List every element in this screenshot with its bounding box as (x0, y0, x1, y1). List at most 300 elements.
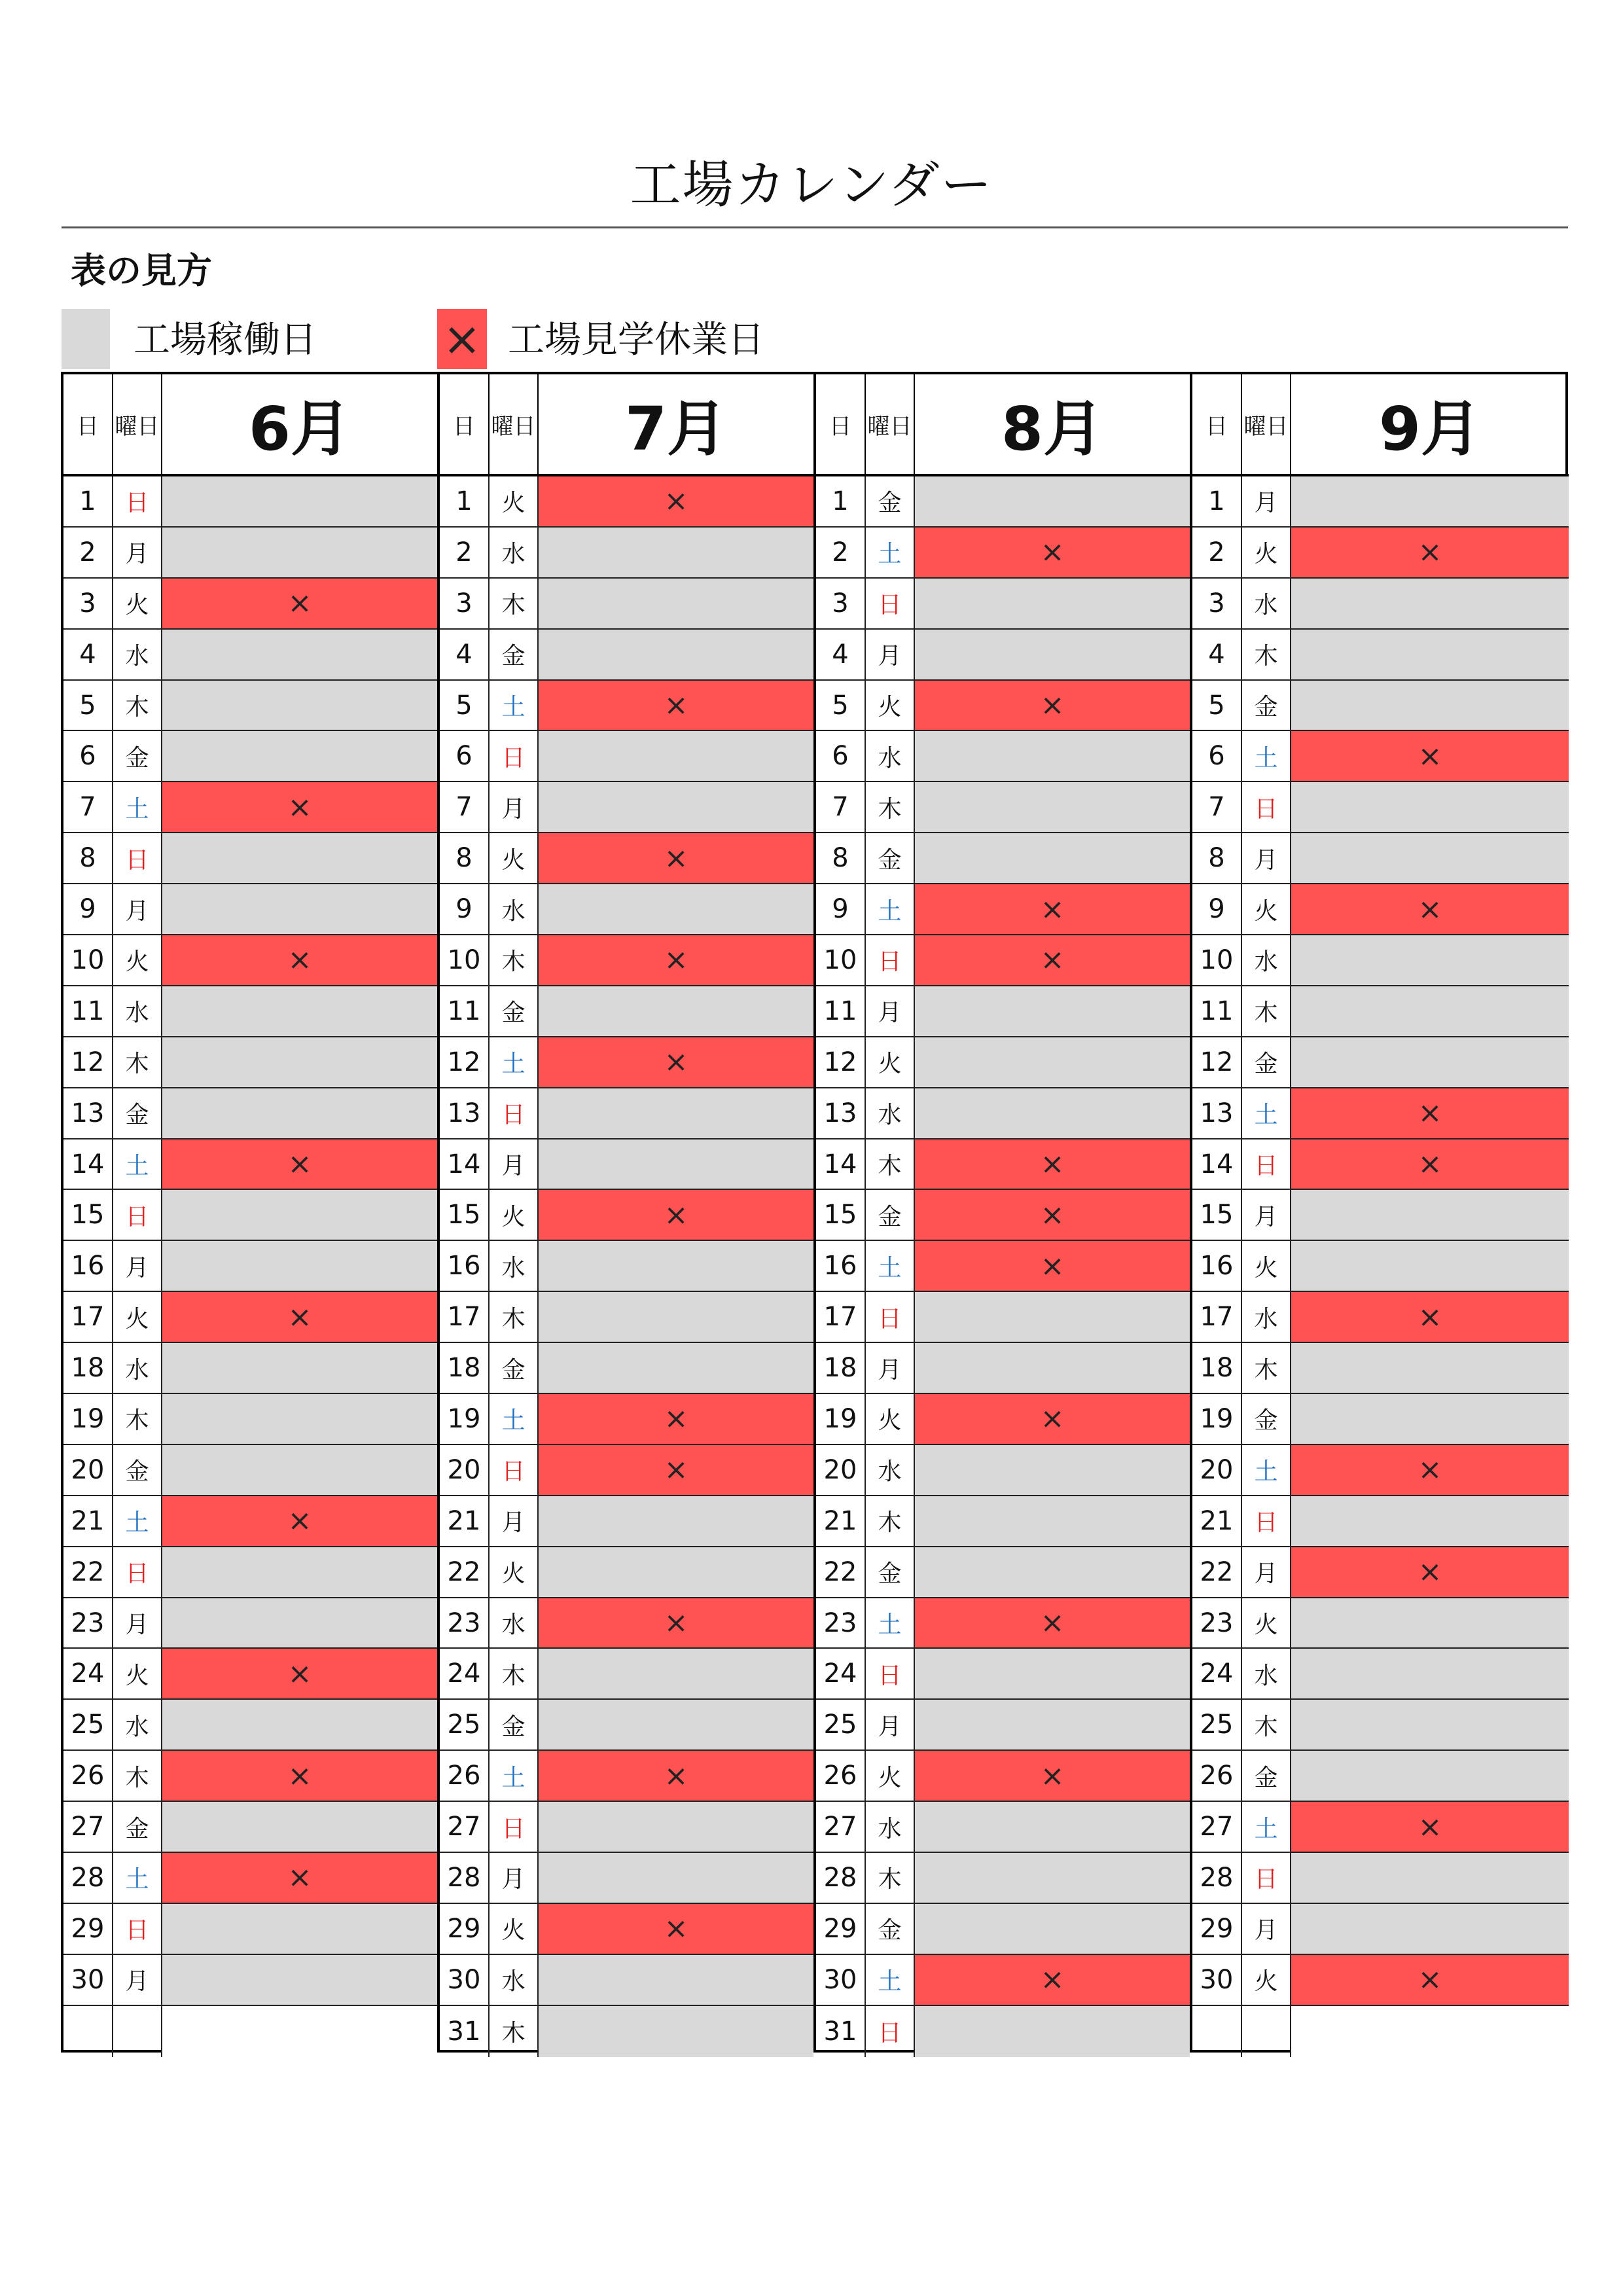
day-row (63, 630, 437, 681)
day-number: 30 (440, 1955, 490, 2005)
day-row (440, 1802, 813, 1853)
weekday: 月 (490, 1139, 539, 1189)
day-row (63, 1751, 437, 1802)
day-row (440, 1904, 813, 1955)
weekday: 日 (1242, 1853, 1291, 1903)
day-number: 20 (440, 1445, 490, 1495)
day-number: 27 (816, 1802, 866, 1852)
day-row (1192, 1241, 1569, 1292)
day-row (63, 782, 437, 833)
day-status-cell (162, 1445, 437, 1495)
day-status-cell: × (539, 1904, 813, 1954)
day-status-cell (915, 1445, 1190, 1495)
day-status-cell (539, 1700, 813, 1749)
weekday: 水 (490, 1598, 539, 1648)
weekday: 月 (113, 884, 162, 934)
title-divider (62, 226, 1568, 228)
day-number: 28 (816, 1853, 866, 1903)
day-row (63, 1037, 437, 1088)
weekday: 月 (113, 1598, 162, 1648)
day-number: 11 (1192, 986, 1242, 1036)
day-number: 17 (1192, 1292, 1242, 1342)
day-number: 20 (1192, 1445, 1242, 1495)
weekday: 火 (1242, 1241, 1291, 1291)
weekday: 木 (1242, 630, 1291, 679)
day-row (816, 476, 1190, 528)
day-status-cell (915, 1343, 1190, 1393)
day-row (440, 986, 813, 1037)
weekday (1242, 2006, 1291, 2057)
day-status-cell (539, 1343, 813, 1393)
weekday: 水 (490, 528, 539, 577)
day-row (440, 1955, 813, 2006)
day-number: 12 (816, 1037, 866, 1087)
day-number: 22 (816, 1547, 866, 1597)
day-row (816, 1853, 1190, 1904)
day-number: 15 (1192, 1190, 1242, 1240)
weekday: 月 (1242, 1190, 1291, 1240)
day-number: 21 (816, 1496, 866, 1546)
day-number: 16 (440, 1241, 490, 1291)
day-status-cell: × (915, 935, 1190, 985)
weekday: 水 (113, 986, 162, 1036)
day-number: 20 (63, 1445, 113, 1495)
weekday: 月 (1242, 476, 1291, 526)
day-row (440, 1445, 813, 1496)
day-number: 9 (440, 884, 490, 934)
month-column (63, 374, 440, 2050)
day-row (816, 935, 1190, 986)
day-status-cell: × (915, 1394, 1190, 1444)
month-column (816, 374, 1192, 2050)
day-status-cell (1291, 1700, 1569, 1749)
day-status-cell (915, 1547, 1190, 1597)
day-number: 8 (816, 833, 866, 883)
day-status-cell: × (539, 1598, 813, 1648)
day-row (1192, 935, 1569, 986)
day-number: 9 (63, 884, 113, 934)
day-row (440, 476, 813, 528)
day-row (1192, 1496, 1569, 1547)
day-status-cell: × (915, 1598, 1190, 1648)
day-status-cell: × (539, 1037, 813, 1087)
weekday: 水 (113, 1343, 162, 1393)
day-row (816, 1700, 1190, 1751)
weekday: 火 (490, 833, 539, 883)
day-number: 3 (440, 579, 490, 628)
weekday: 水 (490, 1955, 539, 2005)
weekday: 土 (866, 1955, 915, 2005)
day-status-cell (539, 1955, 813, 2005)
day-number: 21 (63, 1496, 113, 1546)
day-row (816, 1139, 1190, 1191)
day-status-cell: × (1291, 1955, 1569, 2005)
day-row (440, 681, 813, 732)
day-row (1192, 986, 1569, 1037)
day-row (440, 579, 813, 630)
day-number: 30 (1192, 1955, 1242, 2005)
weekday: 火 (490, 1547, 539, 1597)
day-status-cell (1291, 1649, 1569, 1698)
day-status-cell (1291, 986, 1569, 1036)
day-row (440, 1394, 813, 1445)
day-status-cell (539, 1292, 813, 1342)
day-number: 9 (816, 884, 866, 934)
day-status-cell (162, 1190, 437, 1240)
weekday: 日 (113, 1904, 162, 1954)
day-row (816, 731, 1190, 782)
day-status-cell (1291, 1190, 1569, 1240)
day-row (440, 1598, 813, 1649)
day-row (816, 2006, 1190, 2057)
day-row (63, 1394, 437, 1445)
day-status-cell: × (162, 1853, 437, 1903)
day-status-cell (1291, 1598, 1569, 1648)
day-number: 4 (440, 630, 490, 679)
day-row (1192, 579, 1569, 630)
day-row (440, 1649, 813, 1700)
weekday: 火 (866, 1394, 915, 1444)
weekday: 金 (1242, 1037, 1291, 1087)
day-number: 14 (1192, 1139, 1242, 1189)
day-status-cell (539, 731, 813, 781)
page-title: 工場カレンダー (630, 156, 993, 215)
weekday: 月 (490, 782, 539, 832)
day-number: 11 (816, 986, 866, 1036)
weekday: 日 (113, 1190, 162, 1240)
day-number: 25 (440, 1700, 490, 1749)
day-number: 31 (440, 2006, 490, 2057)
weekday: 金 (866, 476, 915, 526)
weekday: 月 (1242, 1904, 1291, 1954)
weekday-column-header: 曜日 (866, 374, 915, 474)
day-row (816, 1241, 1190, 1292)
weekday: 火 (1242, 884, 1291, 934)
day-status-cell (162, 476, 437, 526)
day-status-cell (915, 1292, 1190, 1342)
weekday: 土 (1242, 1088, 1291, 1138)
day-status-cell (162, 1802, 437, 1852)
day-status-cell: × (539, 476, 813, 526)
day-row (1192, 681, 1569, 732)
day-row (816, 782, 1190, 833)
day-status-cell (915, 986, 1190, 1036)
day-number: 14 (816, 1139, 866, 1189)
day-number: 26 (440, 1751, 490, 1801)
day-status-cell (539, 1241, 813, 1291)
day-status-cell: × (539, 1394, 813, 1444)
day-row (63, 833, 437, 884)
weekday: 火 (113, 1292, 162, 1342)
day-row (63, 1496, 437, 1547)
day-status-cell: × (539, 681, 813, 730)
day-row (440, 731, 813, 782)
day-row (63, 1955, 437, 2006)
day-number: 26 (1192, 1751, 1242, 1801)
day-row (1192, 1139, 1569, 1191)
day-row (1192, 833, 1569, 884)
day-number: 2 (63, 528, 113, 577)
day-number: 29 (816, 1904, 866, 1954)
day-number: 19 (1192, 1394, 1242, 1444)
day-status-cell: × (915, 884, 1190, 934)
day-row (63, 1547, 437, 1598)
day-row (1192, 782, 1569, 833)
day-number: 30 (816, 1955, 866, 2005)
day-number: 20 (816, 1445, 866, 1495)
day-status-cell (1291, 833, 1569, 883)
factory-calendar-table (61, 372, 1568, 2053)
day-number: 30 (63, 1955, 113, 2005)
weekday: 火 (113, 935, 162, 985)
day-row (63, 528, 437, 579)
month-title: 6月 (248, 394, 351, 464)
day-status-cell: × (915, 1241, 1190, 1291)
day-number: 12 (440, 1037, 490, 1087)
month-title: 7月 (624, 394, 727, 464)
day-row (1192, 2006, 1569, 2057)
weekday: 金 (113, 1802, 162, 1852)
weekday: 月 (113, 1241, 162, 1291)
day-row (816, 681, 1190, 732)
month-rows (1192, 476, 1569, 2057)
day-status-cell (1291, 1037, 1569, 1087)
day-row (440, 935, 813, 986)
day-status-cell: × (915, 1751, 1190, 1801)
weekday: 月 (866, 1700, 915, 1749)
day-row (63, 681, 437, 732)
day-status-cell (1291, 2006, 1569, 2057)
day-number: 27 (440, 1802, 490, 1852)
day-row (63, 1802, 437, 1853)
weekday: 木 (866, 1139, 915, 1189)
weekday: 水 (866, 1802, 915, 1852)
weekday: 木 (866, 782, 915, 832)
day-row (1192, 528, 1569, 579)
day-status-cell (162, 1904, 437, 1954)
weekday: 土 (1242, 1802, 1291, 1852)
legend-closed-label: 工場見学休業日 (508, 319, 764, 361)
day-row (816, 1394, 1190, 1445)
day-number: 4 (816, 630, 866, 679)
day-row (816, 1802, 1190, 1853)
day-number: 15 (440, 1190, 490, 1240)
weekday: 土 (490, 1394, 539, 1444)
day-column-header: 日 (440, 374, 490, 474)
day-number: 1 (816, 476, 866, 526)
day-status-cell (1291, 630, 1569, 679)
day-number: 11 (63, 986, 113, 1036)
day-row (440, 630, 813, 681)
day-row (816, 1649, 1190, 1700)
day-row (63, 731, 437, 782)
day-row (63, 1445, 437, 1496)
day-row (440, 1547, 813, 1598)
day-row (1192, 1598, 1569, 1649)
weekday: 金 (1242, 1751, 1291, 1801)
weekday: 月 (866, 986, 915, 1036)
day-row (816, 1292, 1190, 1343)
day-status-cell: × (915, 1190, 1190, 1240)
day-status-cell (539, 630, 813, 679)
day-status-cell (162, 1700, 437, 1749)
day-number: 26 (63, 1751, 113, 1801)
day-number: 19 (440, 1394, 490, 1444)
day-row (63, 1700, 437, 1751)
day-number: 14 (63, 1139, 113, 1189)
day-status-cell (1291, 1853, 1569, 1903)
day-status-cell (162, 1343, 437, 1393)
month-header (440, 374, 813, 476)
day-status-cell (915, 1037, 1190, 1087)
day-number: 7 (440, 782, 490, 832)
day-row (440, 1853, 813, 1904)
day-row (1192, 1649, 1569, 1700)
day-row (1192, 1853, 1569, 1904)
day-row (440, 782, 813, 833)
day-number: 8 (1192, 833, 1242, 883)
weekday: 月 (490, 1853, 539, 1903)
weekday: 日 (866, 1649, 915, 1698)
day-status-cell: × (162, 1496, 437, 1546)
day-status-cell (539, 782, 813, 832)
day-status-cell (1291, 681, 1569, 730)
day-number: 25 (1192, 1700, 1242, 1749)
day-number: 29 (1192, 1904, 1242, 1954)
day-status-cell (162, 1955, 437, 2005)
legend-working-swatch (62, 309, 110, 369)
weekday: 月 (1242, 1547, 1291, 1597)
day-row (440, 884, 813, 935)
day-row (1192, 1394, 1569, 1445)
weekday: 水 (1242, 579, 1291, 628)
day-row (63, 1853, 437, 1904)
day-row (816, 986, 1190, 1037)
weekday: 火 (1242, 1598, 1291, 1648)
weekday: 日 (866, 579, 915, 628)
day-status-cell (162, 681, 437, 730)
weekday: 金 (866, 1547, 915, 1597)
day-row (1192, 884, 1569, 935)
weekday: 木 (866, 1853, 915, 1903)
day-status-cell (162, 1241, 437, 1291)
weekday: 月 (490, 1496, 539, 1546)
day-number: 1 (63, 476, 113, 526)
day-number: 17 (63, 1292, 113, 1342)
day-number: 23 (440, 1598, 490, 1648)
day-row (816, 1496, 1190, 1547)
weekday: 土 (866, 884, 915, 934)
day-status-cell (915, 731, 1190, 781)
day-number: 16 (1192, 1241, 1242, 1291)
day-row (63, 884, 437, 935)
day-row (816, 1904, 1190, 1955)
weekday: 金 (113, 1088, 162, 1138)
day-status-cell (1291, 579, 1569, 628)
month-rows (440, 476, 813, 2057)
day-row (63, 1649, 437, 1700)
weekday: 木 (490, 2006, 539, 2057)
day-number: 15 (816, 1190, 866, 1240)
day-status-cell: × (1291, 884, 1569, 934)
month-rows (63, 476, 437, 2057)
day-number: 2 (1192, 528, 1242, 577)
day-column-header: 日 (816, 374, 866, 474)
weekday: 木 (113, 1751, 162, 1801)
day-status-cell (1291, 935, 1569, 985)
day-number: 24 (63, 1649, 113, 1698)
weekday: 木 (490, 935, 539, 985)
day-number: 29 (440, 1904, 490, 1954)
day-number: 24 (816, 1649, 866, 1698)
day-column-header: 日 (63, 374, 113, 474)
weekday: 日 (490, 1802, 539, 1852)
day-number: 10 (816, 935, 866, 985)
weekday: 火 (490, 476, 539, 526)
day-status-cell (915, 476, 1190, 526)
day-status-cell (1291, 1343, 1569, 1393)
weekday: 木 (866, 1496, 915, 1546)
day-row (63, 1292, 437, 1343)
weekday: 土 (490, 1037, 539, 1087)
weekday: 金 (490, 986, 539, 1036)
day-number: 16 (63, 1241, 113, 1291)
day-number: 21 (1192, 1496, 1242, 1546)
day-number: 8 (440, 833, 490, 883)
day-row (440, 1700, 813, 1751)
day-status-cell: × (539, 1190, 813, 1240)
day-status-cell (915, 1700, 1190, 1749)
weekday: 木 (490, 1292, 539, 1342)
day-number: 18 (440, 1343, 490, 1393)
day-number (1192, 2006, 1242, 2057)
day-row (1192, 1190, 1569, 1241)
weekday: 木 (113, 1394, 162, 1444)
day-row (1192, 1547, 1569, 1598)
weekday: 日 (490, 1445, 539, 1495)
weekday (113, 2006, 162, 2057)
day-row (816, 1751, 1190, 1802)
day-row (63, 2006, 437, 2057)
weekday: 火 (490, 1904, 539, 1954)
day-row (816, 1088, 1190, 1139)
weekday: 月 (113, 528, 162, 577)
day-row (63, 1139, 437, 1191)
weekday: 日 (866, 935, 915, 985)
day-status-cell (539, 1853, 813, 1903)
day-number: 22 (63, 1547, 113, 1597)
legend-heading: 表の見方 (71, 250, 212, 291)
day-status-cell (1291, 1394, 1569, 1444)
day-row (440, 1190, 813, 1241)
day-column-header: 日 (1192, 374, 1242, 474)
weekday: 火 (490, 1190, 539, 1240)
day-number: 27 (1192, 1802, 1242, 1852)
day-number: 11 (440, 986, 490, 1036)
day-number: 5 (63, 681, 113, 730)
day-number: 3 (63, 579, 113, 628)
weekday-column-header: 曜日 (1242, 374, 1291, 474)
weekday: 日 (113, 1547, 162, 1597)
weekday: 月 (1242, 833, 1291, 883)
day-number: 28 (63, 1853, 113, 1903)
day-number: 1 (1192, 476, 1242, 526)
day-number: 18 (63, 1343, 113, 1393)
day-status-cell: × (915, 1139, 1190, 1189)
day-row (440, 1139, 813, 1191)
month-rows (816, 476, 1190, 2057)
day-row (1192, 1751, 1569, 1802)
